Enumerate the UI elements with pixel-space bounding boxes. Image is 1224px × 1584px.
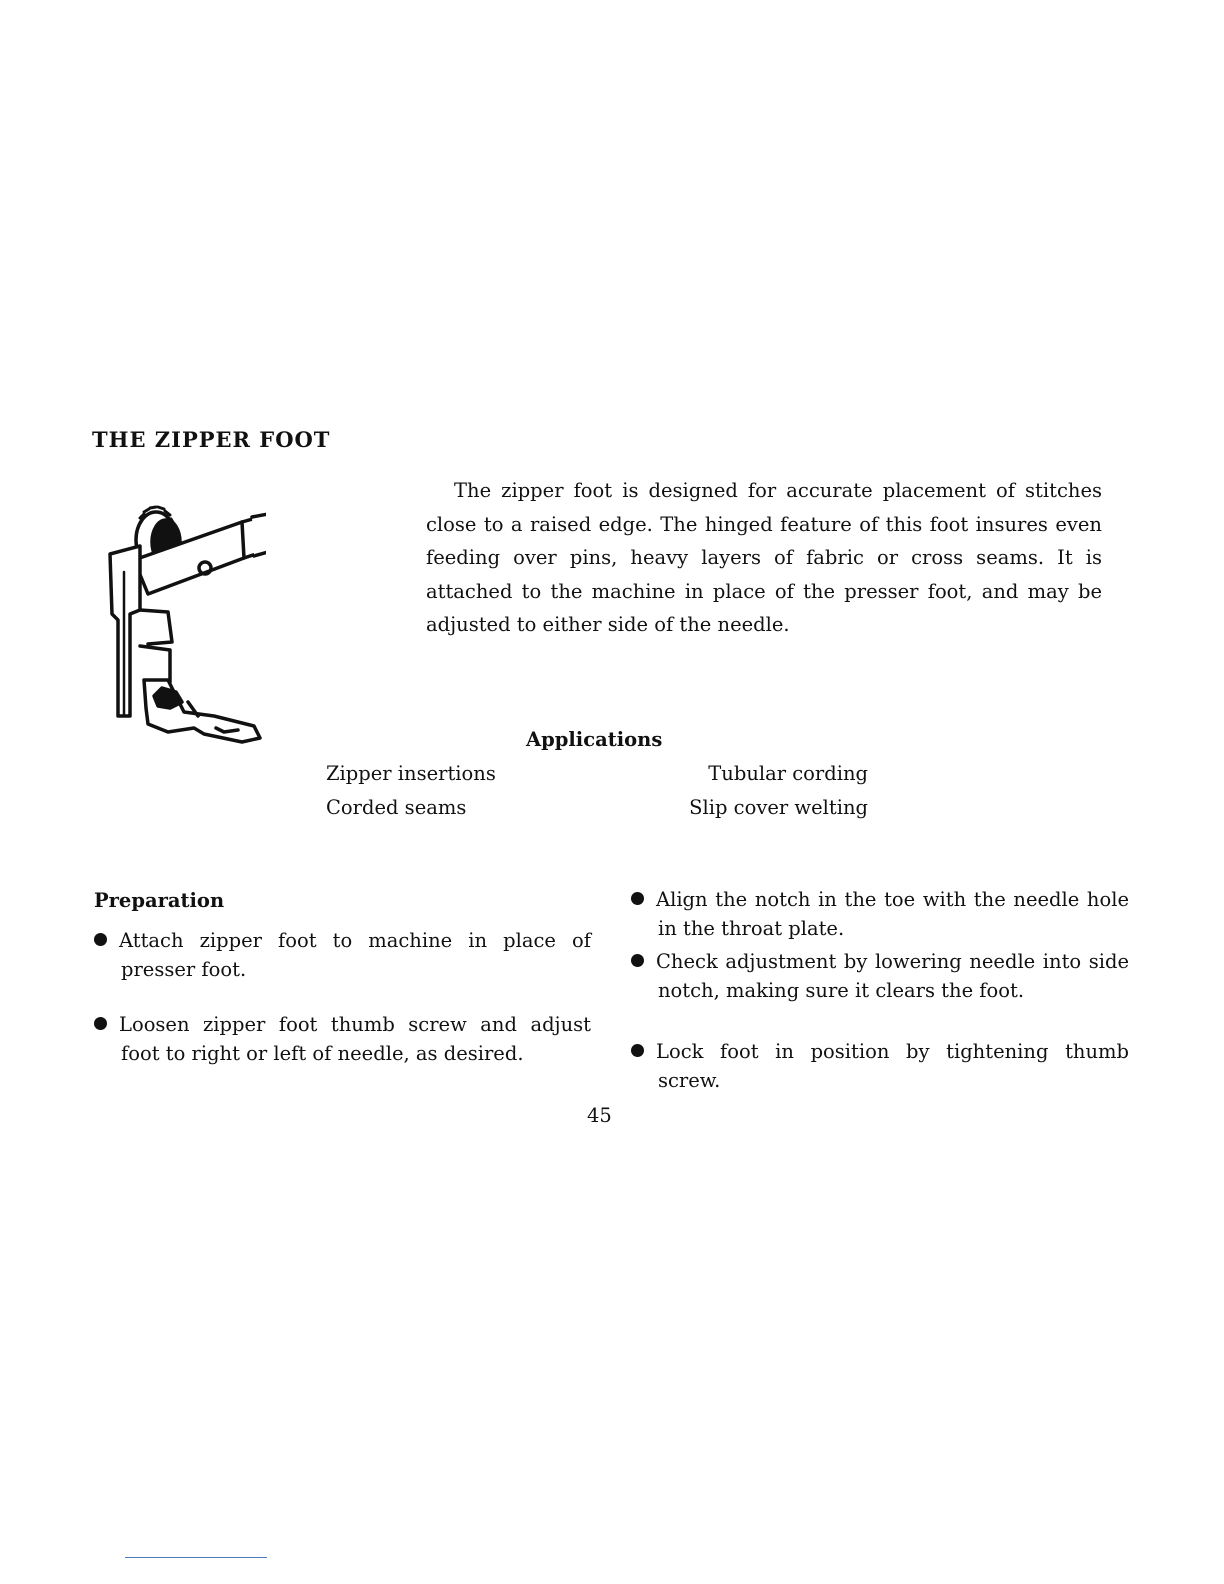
preparation-step: [631, 1038, 1129, 1095]
preparation-step: [631, 886, 1129, 943]
application-item: Zipper insertions: [326, 762, 496, 785]
section-title: THE ZIPPER FOOT: [92, 427, 331, 452]
bullet-icon: [631, 954, 644, 967]
step-text: Attach zipper foot to machine in place of presser foot.: [119, 929, 591, 981]
step-text: Align the notch in the toe with the needle hole in the throat plate.: [656, 888, 1129, 940]
step-text: Loosen zipper foot thumb screw and adjust foot to right or left of needle, as desired.: [119, 1013, 591, 1065]
zipper-foot-illustration: [104, 502, 266, 744]
applications-heading: Applications: [526, 728, 663, 751]
step-text: Lock foot in position by tightening thumb screw.: [656, 1040, 1129, 1092]
preparation-heading: Preparation: [94, 889, 225, 912]
preparation-step: [631, 948, 1129, 1005]
intro-paragraph: The zipper foot is designed for accurate placement of stitches close to a raised edge. The hinged feature of this foot insures even feeding over pins, heavy layers of fabric or cross seams. It is attached to the machine in place of the presser foot, and may be adjusted to either side of the needle.: [426, 479, 1102, 636]
application-item: Corded seams: [326, 796, 467, 819]
page-number: 45: [587, 1104, 612, 1127]
bullet-icon: [94, 933, 107, 946]
application-item: Tubular cording: [708, 762, 868, 785]
bullet-icon: [631, 1044, 644, 1057]
step-text: Check adjustment by lowering needle into side notch, making sure it clears the foot.: [656, 950, 1129, 1002]
preparation-step: [94, 927, 591, 984]
bullet-icon: [631, 892, 644, 905]
preparation-step: [94, 1011, 591, 1068]
bullet-icon: [94, 1017, 107, 1030]
application-item: Slip cover welting: [689, 796, 868, 819]
bottom-rule: [125, 1557, 267, 1558]
